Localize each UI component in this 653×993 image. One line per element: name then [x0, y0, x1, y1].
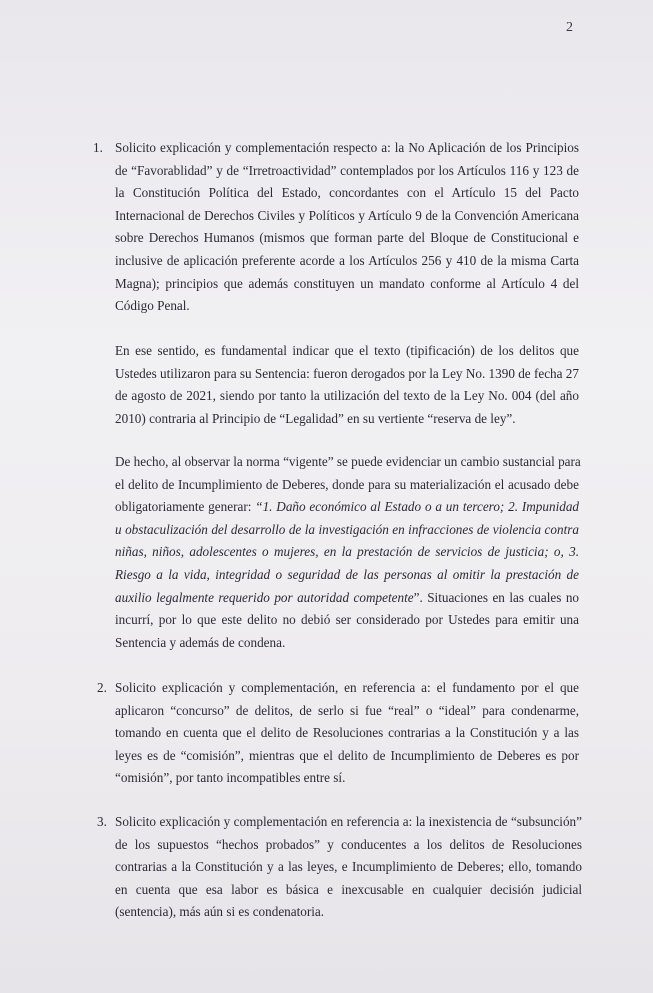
item-1-paragraph-1 — [115, 137, 579, 318]
text-line: contrarias a la Constitución y a las leyes, e Incumplimiento de Deberes; ello, tomando — [115, 859, 582, 875]
text-line: aplicaron “concurso” de delitos, de serlo si fue “real” o “ideal” para condenarme, — [115, 702, 579, 718]
text-line: la Constitución Política del Estado, concordantes con el Artículo 15 del Pacto — [115, 185, 579, 201]
text-line: 2010) contraria al Principio de “Legalidad” en su vertiente “reserva de ley”. — [115, 410, 516, 426]
text-line: Magna); principios que además constituyen un mandato conforme al Artículo 4 del — [115, 275, 579, 291]
text-line: Código Penal. — [115, 298, 190, 314]
text-line: incurrí, por lo que este delito no debió ser considerado por Ustedes para emitir una — [115, 612, 579, 628]
text-line: Sentencia y además de condena. — [115, 634, 286, 650]
item-3-paragraph — [115, 811, 582, 924]
item-2-number: 2. — [97, 680, 107, 695]
page-number: 2 — [566, 20, 573, 35]
text-line: En ese sentido, es fundamental indicar que el texto (tipificación) de los delitos que — [115, 343, 579, 358]
text-line-with-quote — [115, 587, 579, 610]
text-line: Solicito explicación y complementación, en referencia a: el fundamento por el que — [115, 680, 579, 695]
item-3-number: 3. — [97, 814, 107, 829]
text-line: Solicito explicación y complementación en referencia a: la inexistencia de “subsunción” — [115, 814, 582, 829]
text-fragment: obligatoriamente generar: — [115, 499, 252, 515]
text-line: tomando en cuenta que el delito de Resoluciones contrarias a la Constitución y a las — [115, 725, 579, 741]
text-line: inclusive de aplicación preferente acorde a los Artículos 256 y 410 de la misma Carta — [115, 252, 579, 268]
quote-line: Riesgo a la vida, integridad o seguridad de las personas al omitir la prestación de — [115, 566, 579, 582]
text-line: Internacional de Derechos Civiles y Políticos y Artículo 9 de la Convención Americana — [115, 207, 579, 223]
text-fragment: ”. Situaciones en las cuales no — [413, 589, 580, 605]
text-line: Solicito explicación y complementación respecto a: la No Aplicación de los Principios — [115, 140, 579, 155]
text-line-with-quote — [115, 496, 579, 519]
text-line: De hecho, al observar la norma “vigente” se puede evidenciar un cambio sustancial para — [115, 454, 581, 469]
text-line: el delito de Incumplimiento de Deberes, donde para su materialización el acusado debe — [115, 476, 579, 492]
text-line: leyes es de “comisión”, mientras que el delito de Incumplimiento de Deberes es por — [115, 747, 579, 763]
text-line: de los supuestos “hechos probados” y conducentes a los delitos de Resoluciones — [115, 836, 582, 852]
item-1-paragraph-2 — [115, 340, 579, 430]
text-line: “omisión”, por tanto incompatibles entre sí. — [115, 770, 346, 786]
text-line: (sentencia), más aún si es condenatoria. — [115, 904, 325, 920]
item-1-paragraph-3 — [115, 451, 579, 654]
quote-fragment: auxilio legalmente requerido por autoridad competente — [115, 589, 414, 605]
text-line: sobre Derechos Humanos (mismos que forman parte del Bloque de Constitucional e — [115, 230, 579, 246]
text-line: en cuenta que esa labor es básica e inexcusable en cualquier decisión judicial — [115, 881, 582, 897]
quote-fragment: “1. Daño económico al Estado o a un tercero; 2. Impunidad — [255, 499, 580, 515]
text-line: de agosto de 2021, siendo por tanto la utilización del texto de la Ley No. 004 (del año — [115, 388, 579, 404]
item-2-paragraph — [115, 677, 579, 790]
text-line: Ustedes utilizaron para su Sentencia: fueron derogados por la Ley No. 1390 de fecha 27 — [115, 365, 579, 381]
item-1-number: 1. — [93, 140, 103, 155]
text-line: de “Favorablidad” y de “Irretroactividad” contemplados por los Artículos 116 y 123 de — [115, 162, 579, 178]
quote-line: u obstaculización del desarrollo de la investigación en infracciones de violencia contra — [115, 521, 579, 537]
quote-line: niñas, niños, adolescentes o mujeres, en la prestación de servicios de justicia; o, 3. — [115, 544, 579, 560]
